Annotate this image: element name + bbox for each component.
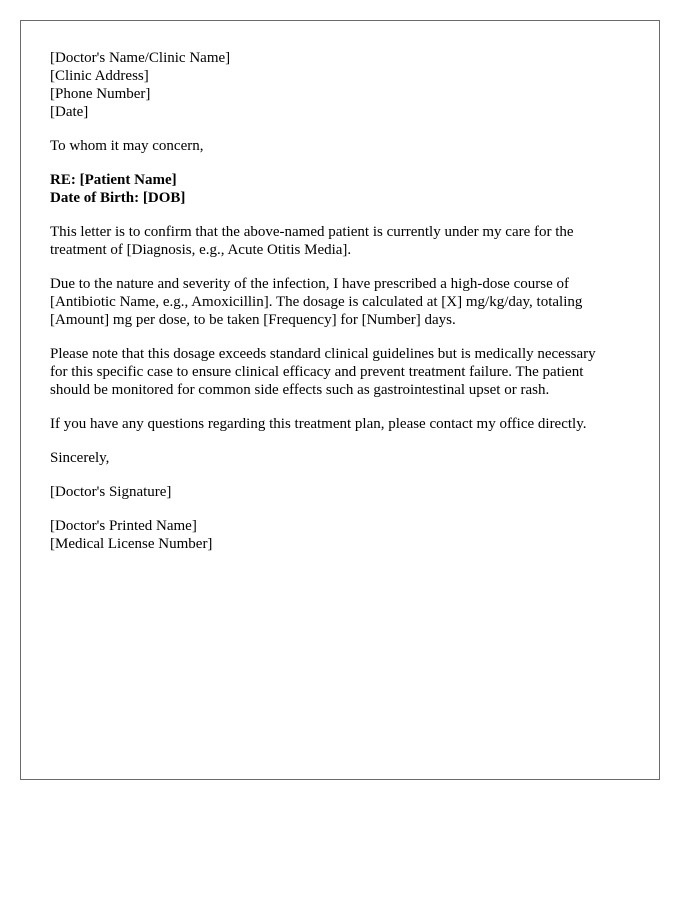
paragraph-line: treatment of [Diagnosis, e.g., Acute Otitis Media]. <box>50 242 352 258</box>
medical-license-number: [Medical License Number] <box>50 536 213 552</box>
salutation-text: To whom it may concern, <box>50 138 204 154</box>
sincerely-text: Sincerely, <box>50 450 110 466</box>
paragraph-prescription <box>50 275 640 329</box>
doctor-signature: [Doctor's Signature] <box>50 484 172 500</box>
closing-sincerely <box>50 449 640 467</box>
paragraph-line: Due to the nature and severity of the infection, I have prescribed a high-dose course of <box>50 276 569 292</box>
phone-number: [Phone Number] <box>50 86 151 102</box>
clinic-address: [Clinic Address] <box>50 68 149 84</box>
paragraph-confirmation <box>50 223 640 259</box>
subject-block <box>50 171 640 207</box>
paragraph-dosage-note <box>50 345 640 399</box>
paragraph-line: This letter is to confirm that the above-named patient is currently under my care for the <box>50 224 574 240</box>
letter-content <box>50 49 640 569</box>
signature-block <box>50 483 640 501</box>
paragraph-line: If you have any questions regarding this treatment plan, please contact my office directly. <box>50 416 587 432</box>
paragraph-line: [Amount] mg per dose, to be taken [Frequency] for [Number] days. <box>50 312 456 328</box>
doctor-printed-name: [Doctor's Printed Name] <box>50 518 197 534</box>
letter-page <box>20 20 660 780</box>
paragraph-line: should be monitored for common side effects such as gastrointestinal upset or rash. <box>50 382 550 398</box>
doctor-name: [Doctor's Name/Clinic Name] <box>50 50 231 66</box>
letter-date: [Date] <box>50 104 89 120</box>
paragraph-contact <box>50 415 640 433</box>
salutation <box>50 137 640 155</box>
printed-name-block <box>50 517 640 553</box>
paragraph-line: [Antibiotic Name, e.g., Amoxicillin]. The dosage is calculated at [X] mg/kg/day, totaling <box>50 294 583 310</box>
paragraph-line: for this specific case to ensure clinical efficacy and prevent treatment failure. The patient <box>50 364 584 380</box>
paragraph-line: Please note that this dosage exceeds standard clinical guidelines but is medically necessary <box>50 346 596 362</box>
letter-header <box>50 49 640 121</box>
dob-line: Date of Birth: [DOB] <box>50 190 186 206</box>
re-line: RE: [Patient Name] <box>50 172 177 188</box>
